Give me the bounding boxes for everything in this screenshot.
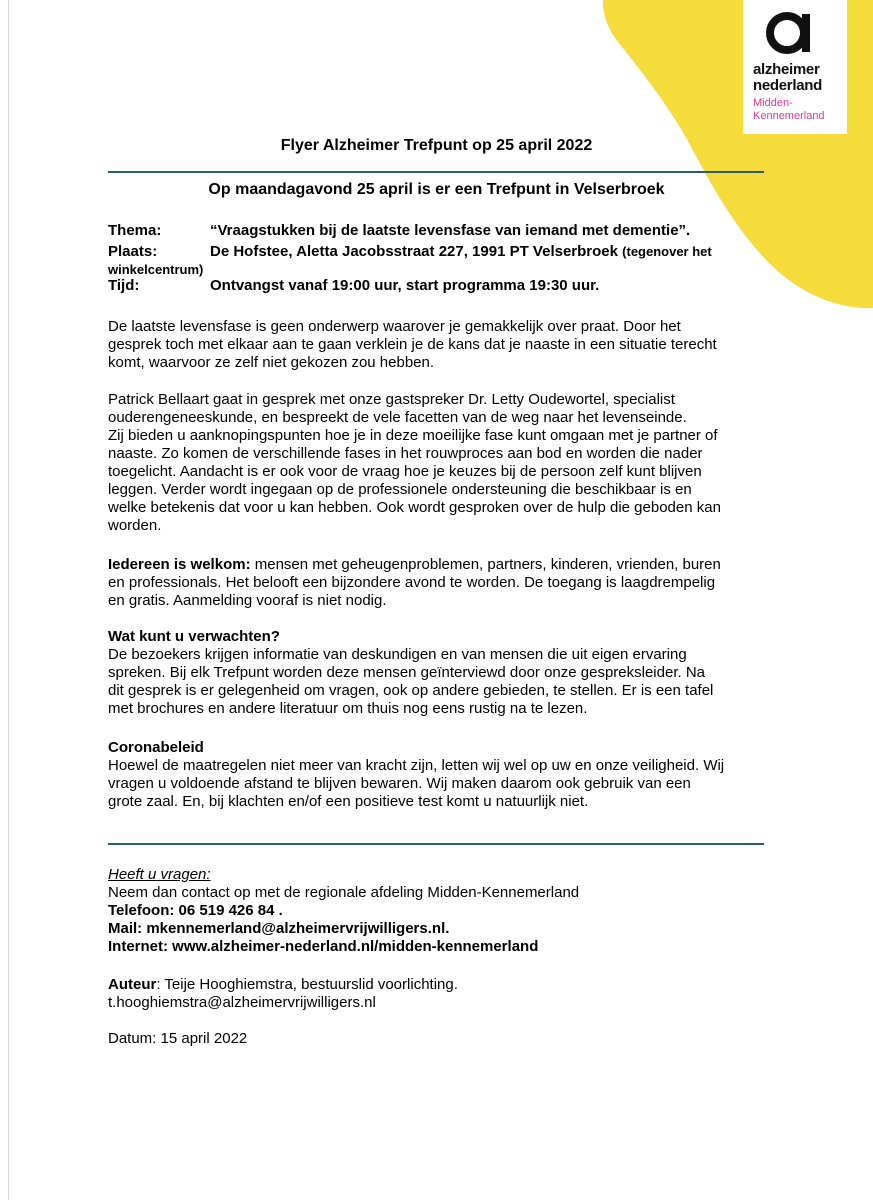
expect-line: dit gesprek is er gelegenheid om vragen, ook op andere gebieden, te stellen. Er is een tafel xyxy=(108,682,714,699)
logo-region-line2: Kennemerland xyxy=(753,110,825,122)
info-thema xyxy=(108,222,768,240)
speaker-line: Zij bieden u aanknopingspunten hoe je in deze moeilijke fase kunt omgaan met je partner of xyxy=(108,427,718,444)
intro-line: De laatste levensfase is geen onderwerp waarover je gemakkelijk over praat. Door het xyxy=(108,318,681,335)
welcome-paragraph xyxy=(108,556,768,610)
logo-name-line1: alzheimer xyxy=(753,61,820,78)
divider-top xyxy=(108,171,764,173)
intro-line: komt, waarvoor ze zelf niet gekozen zou hebben. xyxy=(108,354,435,371)
letter-a-logo-icon xyxy=(765,8,815,56)
contact-mail: Mail: mkennemerland@alzheimervrijwilligers.nl. xyxy=(108,920,450,937)
plaats-note-2: winkelcentrum) xyxy=(108,262,204,277)
intro-paragraph xyxy=(108,318,768,372)
speaker-line: worden. xyxy=(108,517,162,534)
logo-name-line2: nederland xyxy=(753,77,822,94)
alzheimer-nederland-logo xyxy=(743,0,847,134)
author-label: Auteur xyxy=(108,976,157,993)
author-text: : Teije Hooghiemstra, bestuurslid voorlichting. xyxy=(156,976,458,993)
logo-region xyxy=(753,97,825,123)
author-section xyxy=(108,976,768,1012)
document-title: Flyer Alzheimer Trefpunt op 25 april 2022 xyxy=(280,137,593,154)
plaats-value: De Hofstee, Aletta Jacobsstraat 227, 1991 PT Velserbroek xyxy=(210,243,618,260)
welcome-line: en gratis. Aanmelding vooraf is niet nodig. xyxy=(108,592,387,609)
info-plaats xyxy=(108,243,768,279)
expect-section xyxy=(108,628,768,718)
corona-heading: Coronabeleid xyxy=(108,739,204,756)
document-subtitle: Op maandagavond 25 april is er een Trefpunt in Velserbroek xyxy=(208,181,665,198)
divider-bottom xyxy=(108,843,764,845)
contact-phone: Telefoon: 06 519 426 84 . xyxy=(108,902,283,919)
author-email: t.hooghiemstra@alzheimervrijwilligers.nl xyxy=(108,994,376,1011)
welcome-bold: Iedereen is welkom: xyxy=(108,556,251,573)
contact-heading: Heeft u vragen: xyxy=(108,866,211,883)
corona-line: grote zaal. En, bij klachten en/of een positieve test komt u natuurlijk niet. xyxy=(108,793,589,810)
contact-web: Internet: www.alzheimer-nederland.nl/midden-kennemerland xyxy=(108,938,539,955)
expect-heading: Wat kunt u verwachten? xyxy=(108,628,280,645)
plaats-note-1: (tegenover het xyxy=(622,244,712,259)
speaker-line: naaste. Zo komen de verschillende fases in het rouwproces aan bod en worden die nader xyxy=(108,445,703,462)
tijd-label: Tijd: xyxy=(108,277,140,294)
speaker-line: leggen. Verder wordt ingegaan op de professionele ondersteuning die beschikbaar is en xyxy=(108,481,692,498)
corona-line: vragen u voldoende afstand te blijven bewaren. Wij maken daarom ook gebruik van een xyxy=(108,775,691,792)
corona-section xyxy=(108,739,768,811)
speaker-paragraph xyxy=(108,391,768,535)
document-date: Datum: 15 april 2022 xyxy=(108,1030,248,1047)
welcome-line: mensen met geheugenproblemen, partners, kinderen, vrienden, buren xyxy=(250,556,721,573)
logo-region-line1: Midden- xyxy=(753,97,793,109)
welcome-line: en professionals. Het belooft een bijzondere avond te worden. De toegang is laagdrempelig xyxy=(108,574,716,591)
speaker-line: welke betekenis dat voor u kan hebben. Ook wordt gesproken over de hulp die geboden kan xyxy=(108,499,721,516)
expect-line: De bezoekers krijgen informatie van deskundigen en van mensen die uit eigen ervaring xyxy=(108,646,687,663)
logo-wordmark xyxy=(753,62,822,94)
thema-value: “Vraagstukken bij de laatste levensfase van iemand met dementie”. xyxy=(210,222,691,239)
speaker-line: Patrick Bellaart gaat in gesprek met onze gastspreker Dr. Letty Oudewortel, specialist xyxy=(108,391,675,408)
contact-line: Neem dan contact op met de regionale afdeling Midden-Kennemerland xyxy=(108,884,580,901)
thema-label: Thema: xyxy=(108,222,162,239)
tijd-value: Ontvangst vanaf 19:00 uur, start programma 19:30 uur. xyxy=(210,277,600,294)
expect-line: met brochures en andere literatuur om thuis nog eens rustig na te lezen. xyxy=(108,700,588,717)
contact-section xyxy=(108,866,768,956)
plaats-label: Plaats: xyxy=(108,243,158,260)
corona-line: Hoewel de maatregelen niet meer van kracht zijn, letten wij wel op uw en onze veiligheid. Wij xyxy=(108,757,725,774)
speaker-line: ouderengeneeskunde, en bespreekt de vele facetten van de weg naar het levenseinde. xyxy=(108,409,687,426)
expect-line: spreken. Bij elk Trefpunt worden deze mensen geïnterviewd door onze gespreksleider. Na xyxy=(108,664,706,681)
speaker-line: toegelicht. Aandacht is er ook voor de vraag hoe je keuzes bij de persoon zelf kunt blijven xyxy=(108,463,702,480)
intro-line: gesprek toch met elkaar aan te gaan verklein je de kans dat je naaste in een situatie terecht xyxy=(108,336,717,353)
info-tijd xyxy=(108,277,768,295)
